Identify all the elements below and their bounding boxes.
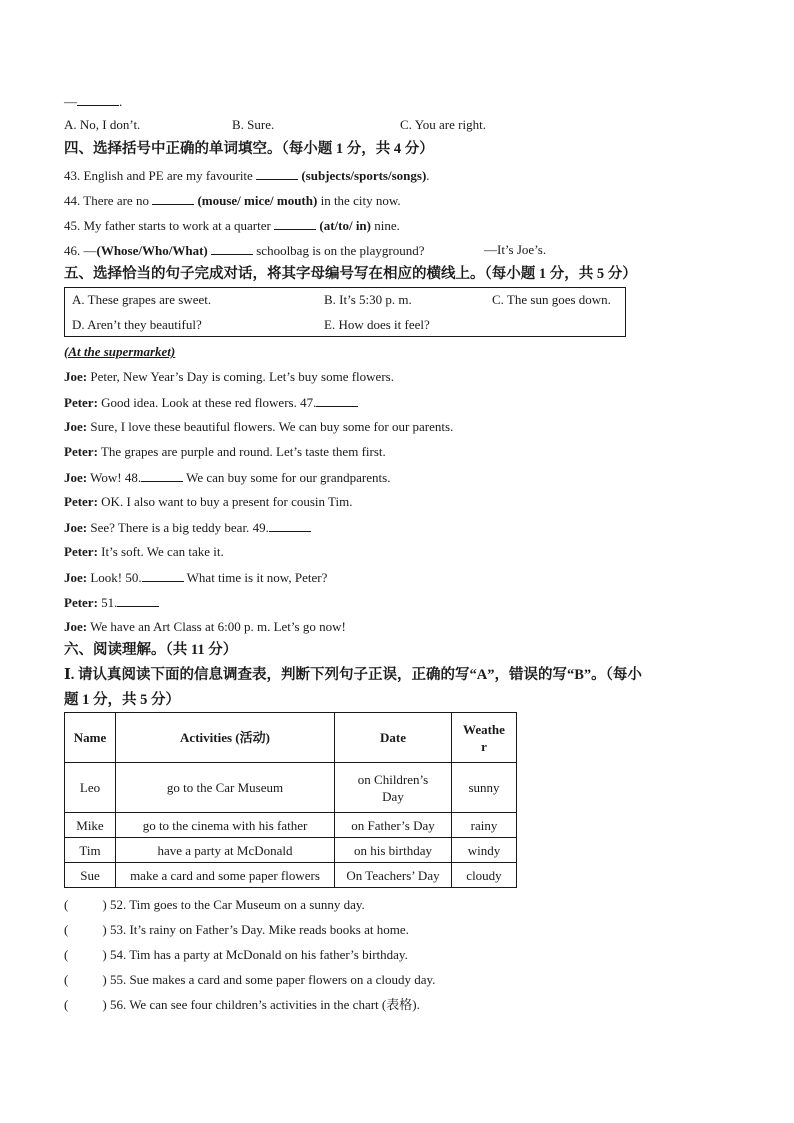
speaker: Joe:: [64, 570, 88, 585]
cell-name: Leo: [65, 763, 116, 813]
dialog-line: [64, 368, 394, 385]
paren-close: ): [102, 922, 107, 937]
info-survey-table: [64, 712, 517, 888]
paren-close: ): [102, 897, 107, 912]
dialog-line: [64, 418, 453, 435]
q44-text: 44. There are no: [64, 193, 153, 208]
statement-56: [64, 996, 420, 1013]
speaker: Joe:: [64, 419, 88, 434]
q43-text: 43. English and PE are my favourite: [64, 168, 257, 183]
q46-blank[interactable]: [211, 241, 253, 255]
paren-close: ): [102, 997, 107, 1012]
dialog-text: Look!: [87, 570, 126, 585]
cell-name: Mike: [65, 813, 116, 838]
q43-blank[interactable]: [256, 166, 298, 180]
paren-open: (: [64, 897, 69, 912]
cell-activity: make a card and some paper flowers: [116, 863, 335, 888]
speaker: Peter:: [64, 444, 98, 459]
prev-answer-line: [64, 92, 122, 110]
dialog-line: [64, 593, 159, 611]
cell-weather: rainy: [452, 813, 517, 838]
speaker: Joe:: [64, 470, 88, 485]
speaker: Joe:: [64, 619, 88, 634]
cell-date: [335, 763, 452, 813]
question-44: [64, 191, 401, 209]
q46-text: 46. —: [64, 243, 97, 258]
q45-post: nine.: [371, 218, 400, 233]
question-46: [64, 241, 424, 259]
dialog-text: Good idea. Look at these red flowers.: [97, 395, 301, 410]
date-part1: on Children’s: [357, 771, 429, 787]
cell-name: Sue: [65, 863, 116, 888]
scene-label: (At the supermarket): [64, 344, 176, 359]
q45-choices: (at/to/ in): [319, 218, 371, 233]
statement-53: [64, 921, 409, 938]
statement-text: 52. Tim goes to the Car Museum on a sunny day.: [109, 897, 365, 912]
dialog-line: [64, 568, 327, 586]
q45-blank[interactable]: [274, 216, 316, 230]
cell-date: on Father’s Day: [335, 813, 452, 838]
dialog-text-after: What time is it now, Peter?: [183, 570, 328, 585]
q44-blank[interactable]: [152, 191, 194, 205]
question-45: [64, 216, 400, 234]
blank-number: 50.: [125, 570, 142, 585]
q47-blank[interactable]: [316, 393, 358, 407]
dialog-text: Sure, I love these beautiful flowers. We can buy some for our parents.: [87, 419, 454, 434]
option-b: B. It’s 5:30 p. m.: [324, 292, 412, 307]
dialog-text: Peter, New Year’s Day is coming. Let’s buy some flowers.: [87, 369, 394, 384]
table-row: [65, 838, 517, 863]
blank-number: 47.: [300, 395, 317, 410]
speaker: Peter:: [64, 595, 98, 610]
section6-title: 六、阅读理解。（共 11 分）: [64, 642, 238, 658]
paren-open: (: [64, 997, 69, 1012]
option-d: D. Aren’t they beautiful?: [72, 317, 202, 332]
header-activities: Activities (活动): [116, 713, 335, 763]
cell-weather: sunny: [452, 763, 517, 813]
statement-text: 56. We can see four children’s activities in the chart (表格).: [109, 997, 420, 1012]
q45-text: 45. My father starts to work at a quarter: [64, 218, 275, 233]
statement-52: [64, 896, 365, 913]
paren-close: ): [102, 972, 107, 987]
dialog-text-after: We can buy some for our grandparents.: [183, 470, 391, 485]
section4-title: 四、选择括号中正确的单词填空。（每小题 1 分，共 4 分）: [64, 141, 434, 157]
header-weather: [452, 713, 517, 763]
table-row: [65, 863, 517, 888]
dialog-line: [64, 543, 224, 560]
cell-activity: go to the Car Museum: [116, 763, 335, 813]
cell-activity: have a party at McDonald: [116, 838, 335, 863]
cell-date: on his birthday: [335, 838, 452, 863]
date-part2: Day: [382, 788, 404, 804]
dot: .: [119, 94, 123, 109]
statement-54: [64, 946, 408, 963]
cell-date: On Teachers’ Day: [335, 863, 452, 888]
q43-post: .: [426, 168, 430, 183]
blank-number: 48.: [124, 470, 142, 485]
speaker: Peter:: [64, 395, 98, 410]
prev-option-a: A. No, I don’t.: [64, 117, 141, 132]
prev-option-b: B. Sure.: [232, 117, 275, 132]
blank-number: 51.: [101, 595, 118, 610]
dialog-line: [64, 468, 390, 486]
paren-close: ): [102, 947, 107, 962]
blank-number: 49.: [252, 520, 269, 535]
speaker: Peter:: [64, 544, 98, 559]
q48-blank[interactable]: [141, 468, 183, 482]
paren-open: (: [64, 972, 69, 987]
statement-55: [64, 971, 435, 988]
dialog-text: OK. I also want to buy a present for cousin Tim.: [97, 494, 353, 509]
section5-title: 五、选择恰当的句子完成对话，将其字母编号写在相应的横线上。（每小题 1 分，共 5 分）: [64, 266, 637, 282]
q46-answer: —It’s Joe’s.: [484, 242, 547, 257]
dialog-line: [64, 493, 352, 510]
option-c: C. The sun goes down.: [492, 292, 611, 307]
dialog-text: See? There is a big teddy bear.: [87, 520, 253, 535]
q46-choices: (Whose/Who/What): [96, 243, 208, 258]
q49-blank[interactable]: [269, 518, 311, 532]
q46-mid: schoolbag is on the playground?: [252, 243, 425, 258]
question-43: [64, 166, 430, 184]
cell-weather: windy: [452, 838, 517, 863]
option-e: E. How does it feel?: [324, 317, 430, 332]
header-name: Name: [65, 713, 116, 763]
header-weather-part1: Weathe: [463, 721, 505, 737]
part1-instructions-line1: Ⅰ. 请认真阅读下面的信息调查表，判断下列句子正误，正确的写“A”，错误的写“B”。（每小: [64, 667, 642, 683]
dialog-line: [64, 443, 386, 460]
part1-instructions-line2: 题 1 分，共 5 分）: [64, 692, 180, 708]
paren-open: (: [64, 947, 69, 962]
dialog-text: Wow!: [87, 470, 125, 485]
q50-blank[interactable]: [142, 568, 184, 582]
q44-choices: (mouse/ mice/ mouth): [197, 193, 318, 208]
dialog-text: The grapes are purple and round. Let’s taste them first.: [97, 444, 386, 459]
answer-blank[interactable]: [77, 92, 119, 106]
statement-text: 53. It’s rainy on Father’s Day. Mike reads books at home.: [109, 922, 409, 937]
dialog-text: We have an Art Class at 6:00 p. m. Let’s go now!: [87, 619, 346, 634]
q51-blank[interactable]: [117, 593, 159, 607]
dash: —: [64, 94, 77, 109]
table-row: [65, 813, 517, 838]
dialog-line: [64, 518, 311, 536]
table-row: [65, 763, 517, 813]
speaker: Peter:: [64, 494, 98, 509]
q44-post: in the city now.: [317, 193, 401, 208]
statement-text: 54. Tim has a party at McDonald on his father’s birthday.: [109, 947, 408, 962]
cell-name: Tim: [65, 838, 116, 863]
q43-choices: (subjects/sports/songs): [301, 168, 427, 183]
speaker: Joe:: [64, 520, 88, 535]
cell-activity: go to the cinema with his father: [116, 813, 335, 838]
dialog-text: It’s soft. We can take it.: [97, 544, 224, 559]
paren-open: (: [64, 922, 69, 937]
header-weather-part2: r: [481, 738, 487, 754]
speaker: Joe:: [64, 369, 88, 384]
dialog-line: [64, 618, 346, 635]
statement-text: 55. Sue makes a card and some paper flowers on a cloudy day.: [109, 972, 436, 987]
dialog-line: [64, 393, 358, 411]
header-date: Date: [335, 713, 452, 763]
prev-option-c: C. You are right.: [400, 117, 486, 132]
option-a: A. These grapes are sweet.: [72, 292, 212, 307]
cell-weather: cloudy: [452, 863, 517, 888]
table-header-row: [65, 713, 517, 763]
